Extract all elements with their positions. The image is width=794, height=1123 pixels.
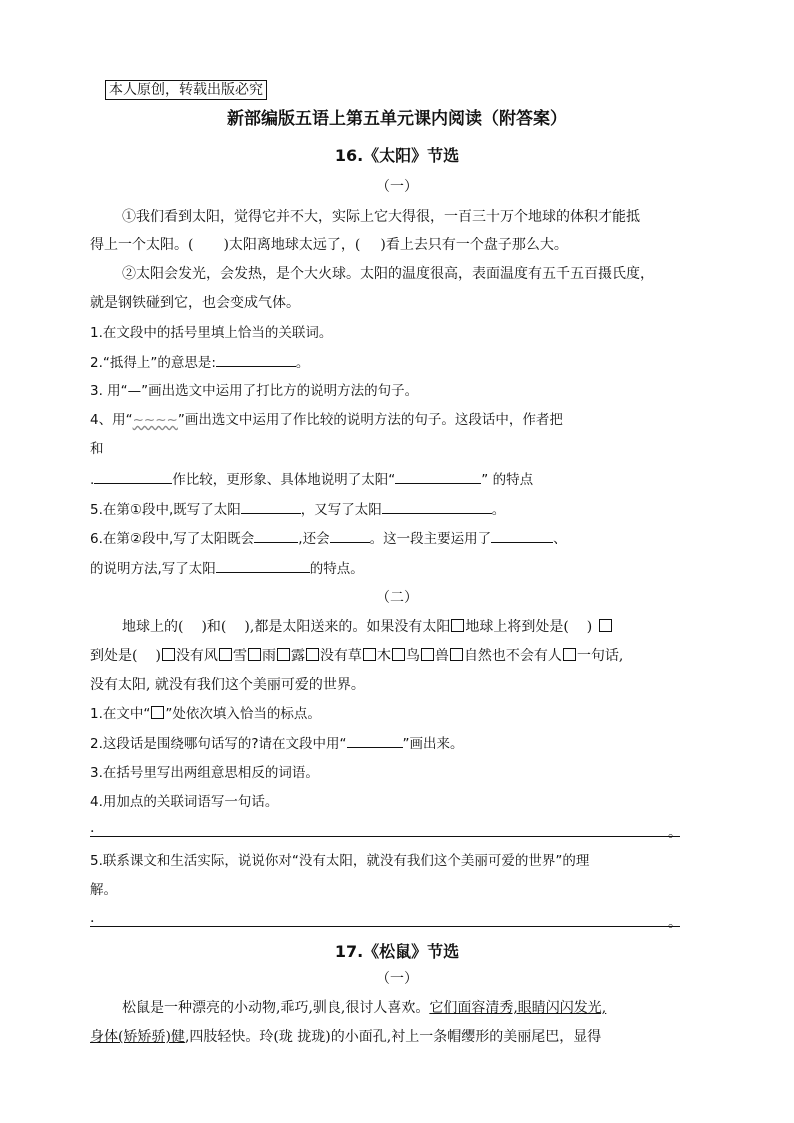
answer-blank[interactable] bbox=[491, 528, 553, 543]
passage-line: 到处是( ) 没有风 雪 雨 露 没有草 木 鸟 兽 自然也不会有人 一句话, bbox=[90, 648, 624, 664]
passage-line: ②太阳会发光，会发热，是个大火球。太阳的温度很高，表面温度有五千五百摄氏度， bbox=[122, 266, 654, 282]
question-6-cont: 的说明方法,写了太阳 的特点。 bbox=[90, 558, 705, 579]
question-5: 5.在第①段中,既写了太阳 ，又写了太阳 。 bbox=[90, 499, 705, 520]
answer-line-start: . bbox=[90, 820, 95, 836]
punctuation-box bbox=[162, 648, 175, 661]
punctuation-box bbox=[219, 648, 232, 661]
punctuation-box bbox=[277, 648, 290, 661]
passage-line: 身体(矫矫骄)健,四肢轻快。玲(珑 拢珑)的小面孔,衬上一条帽缨形的美丽尾巴，显得 bbox=[90, 1029, 602, 1045]
punctuation-box bbox=[151, 706, 164, 719]
answer-blank[interactable] bbox=[254, 528, 298, 543]
answer-line-end: 。 bbox=[668, 915, 682, 931]
punctuation-box bbox=[563, 648, 576, 661]
passage-line: 没有太阳, 就没有我们这个美丽可爱的世界。 bbox=[90, 677, 365, 693]
passage-line: 得上一个太阳。( )太阳离地球太远了，( )看上去只有一个盘子那么大。 bbox=[90, 237, 568, 253]
punctuation-box bbox=[392, 648, 405, 661]
part2-question-1: 1.在文中“ ”处依次填入恰当的标点。 bbox=[90, 706, 321, 722]
answer-blank[interactable] bbox=[347, 733, 403, 748]
part2-question-4: 4.用加点的关联词语写一句话。 bbox=[90, 794, 279, 810]
punctuation-box bbox=[248, 648, 261, 661]
section-16-title: 16.《太阳》节选 bbox=[334, 146, 460, 165]
punctuation-box bbox=[451, 619, 464, 632]
part2-question-5: 5.联系课文和生活实际，说说你对“没有太阳，就没有我们这个美丽可爱的世界”的理 bbox=[90, 853, 590, 869]
answer-line-end: 。 bbox=[668, 825, 682, 841]
part2-question-3: 3.在括号里写出两组意思相反的词语。 bbox=[90, 765, 319, 781]
answer-blank[interactable] bbox=[216, 352, 296, 367]
question-4-cont: 和 bbox=[90, 441, 104, 457]
passage-line: 松鼠是一种漂亮的小动物,乖巧,驯良,很讨人喜欢。它们面容清秀,眼睛闪闪发光, bbox=[122, 1000, 607, 1016]
question-6: 6.在第②段中,写了太阳既会 ,还会 。这一段主要运用了 、 bbox=[90, 528, 705, 549]
part2-question-2: 2.这段话是围绕哪句话写的?请在文段中用“ ”画出来。 bbox=[90, 733, 705, 754]
copyright-stamp: 本人原创，转载出版必究 bbox=[105, 80, 267, 100]
punctuation-box bbox=[306, 648, 319, 661]
answer-line-start: . bbox=[90, 910, 95, 926]
question-4-cont: . 作比较，更形象、具体地说明了太阳“ ” 的特点 bbox=[90, 469, 705, 490]
wavy-line-mark: ~~~~ bbox=[132, 412, 178, 428]
section-16-part-1-label: （一） bbox=[376, 179, 418, 195]
question-4: 4、用“~~~~”画出选文中运用了作比较的说明方法的句子。这段话中，作者把 bbox=[90, 412, 563, 428]
section-17-title: 17.《松鼠》节选 bbox=[334, 942, 460, 961]
answer-blank[interactable] bbox=[241, 499, 301, 514]
punctuation-box bbox=[421, 648, 434, 661]
answer-blank[interactable] bbox=[216, 558, 310, 573]
passage-line: 地球上的( )和( ),都是太阳送来的。如果没有太阳 地球上将到处是( ) bbox=[122, 617, 705, 637]
answer-blank[interactable] bbox=[395, 469, 481, 484]
question-3: 3. 用“—”画出选文中运用了打比方的说明方法的句子。 bbox=[90, 383, 419, 399]
answer-line[interactable] bbox=[90, 822, 680, 837]
part2-question-5-cont: 解。 bbox=[90, 882, 117, 898]
punctuation-box bbox=[599, 619, 612, 632]
passage-line: ①我们看到太阳，觉得它并不大，实际上它大得很，一百三十万个地球的体积才能抵 bbox=[122, 209, 640, 225]
section-17-part-1-label: （一） bbox=[376, 971, 418, 987]
answer-blank[interactable] bbox=[330, 528, 370, 543]
answer-blank[interactable] bbox=[94, 469, 172, 484]
question-1: 1.在文段中的括号里填上恰当的关联词。 bbox=[90, 325, 333, 341]
section-16-part-2-label: （二） bbox=[376, 590, 418, 606]
answer-blank[interactable] bbox=[382, 499, 492, 514]
answer-line[interactable] bbox=[90, 912, 680, 927]
passage-line: 就是钢铁碰到它，也会变成气体。 bbox=[90, 295, 300, 311]
punctuation-box bbox=[363, 648, 376, 661]
punctuation-box bbox=[450, 648, 463, 661]
question-2: 2.“抵得上”的意思是: 。 bbox=[90, 352, 705, 373]
page-title: 新部编版五语上第五单元课内阅读（附答案） bbox=[227, 109, 567, 129]
